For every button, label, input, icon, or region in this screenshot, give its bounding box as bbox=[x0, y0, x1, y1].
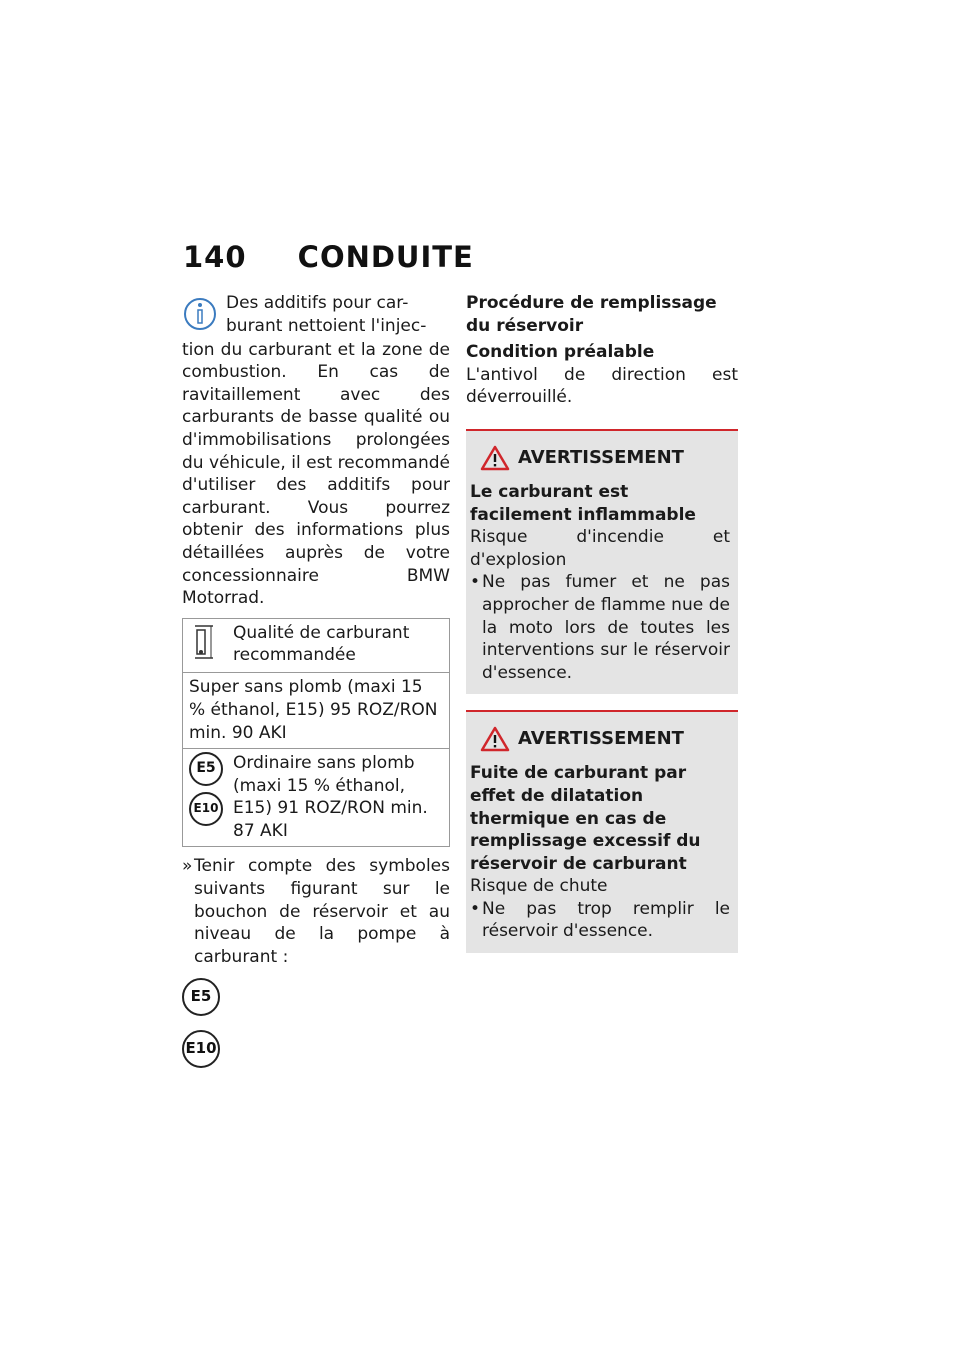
info-note bbox=[182, 292, 450, 339]
page-number: 140 bbox=[183, 240, 247, 274]
e10-symbol-icon: E10 bbox=[182, 1030, 220, 1068]
bullet-mark: • bbox=[470, 572, 481, 593]
warning-bullet-text: Ne pas trop remplir le réservoir d'essence. bbox=[482, 898, 730, 942]
fuel-symbols bbox=[182, 978, 450, 1068]
e5-badge-icon: E5 bbox=[189, 752, 223, 786]
warning-title: Fuite de carburant par effet de dilatation thermique en cas de remplissage excessif du réservoir de carburant bbox=[470, 763, 701, 874]
warning-text: Risque d'incendie et d'explosion bbox=[470, 527, 730, 570]
warning-bullet bbox=[470, 571, 730, 684]
warning-title: Le carburant est facilement inflammable bbox=[470, 481, 696, 525]
page-header bbox=[183, 240, 474, 274]
table-title: Qualité de carburant recommandée bbox=[233, 622, 410, 666]
warning-label: AVERTISSEMENT bbox=[518, 446, 684, 468]
warning-header bbox=[470, 445, 730, 471]
info-icon bbox=[182, 292, 226, 339]
procedure-heading: Procédure de remplissage du réservoir bbox=[466, 293, 717, 336]
fuel-regular: Ordinaire sans plomb (maxi 15 % éthanol, E15) 91 ROZ/RON min. 87 AKI bbox=[233, 753, 428, 841]
info-text-line2: burant nettoient l'injec- bbox=[226, 315, 427, 336]
table-row bbox=[183, 749, 450, 847]
warning-bullet bbox=[470, 898, 730, 943]
warning-header bbox=[470, 726, 730, 752]
left-column bbox=[182, 292, 450, 1082]
fuel-quality-table bbox=[182, 618, 450, 848]
warning-label: AVERTISSEMENT bbox=[518, 728, 684, 750]
right-column bbox=[466, 292, 738, 953]
info-text: tion du carburant et la zone de combustion. En cas de ravitaillement avec des carburants de basse qualité ou d'immobilisations prolongées du véhicule, il est recommandé d'utiliser des additifs pour carburant. Vous pourrez obtenir des informations plus détaillées auprès de votre concessionnaire BMW Motorrad. bbox=[182, 339, 450, 609]
condition-heading: Condition préalable bbox=[466, 342, 655, 363]
instruction-text: Tenir compte des symboles suivants figurant sur le bouchon de réservoir et au niveau de la pompe à carburant : bbox=[194, 856, 450, 967]
bullet-mark: » bbox=[182, 856, 193, 877]
e5-symbol-icon: E5 bbox=[182, 978, 220, 1016]
info-text-line1: Des additifs pour car- bbox=[226, 293, 409, 313]
bullet-mark: • bbox=[470, 898, 481, 919]
instruction-item bbox=[182, 855, 450, 968]
fuel-gauge-icon bbox=[189, 622, 233, 669]
warning-triangle-icon bbox=[480, 445, 510, 471]
warning-triangle-icon bbox=[480, 726, 510, 752]
table-row bbox=[183, 673, 450, 749]
section-title: CONDUITE bbox=[297, 240, 474, 274]
fuel-super: Super sans plomb (maxi 15 % éthanol, E15) 95 ROZ/RON min. 90 AKI bbox=[189, 677, 438, 743]
e10-badge-icon: E10 bbox=[189, 792, 223, 826]
warning-box bbox=[466, 429, 738, 694]
warning-bullet-text: Ne pas fumer et ne pas approcher de flamme nue de la moto lors de toutes les interventions sur le réservoir d'essence. bbox=[482, 572, 730, 683]
warning-text: Risque de chute bbox=[470, 876, 608, 897]
table-header-cell bbox=[183, 618, 450, 673]
condition-text: L'antivol de direction est déverrouillé. bbox=[466, 364, 738, 408]
warning-box bbox=[466, 710, 738, 953]
